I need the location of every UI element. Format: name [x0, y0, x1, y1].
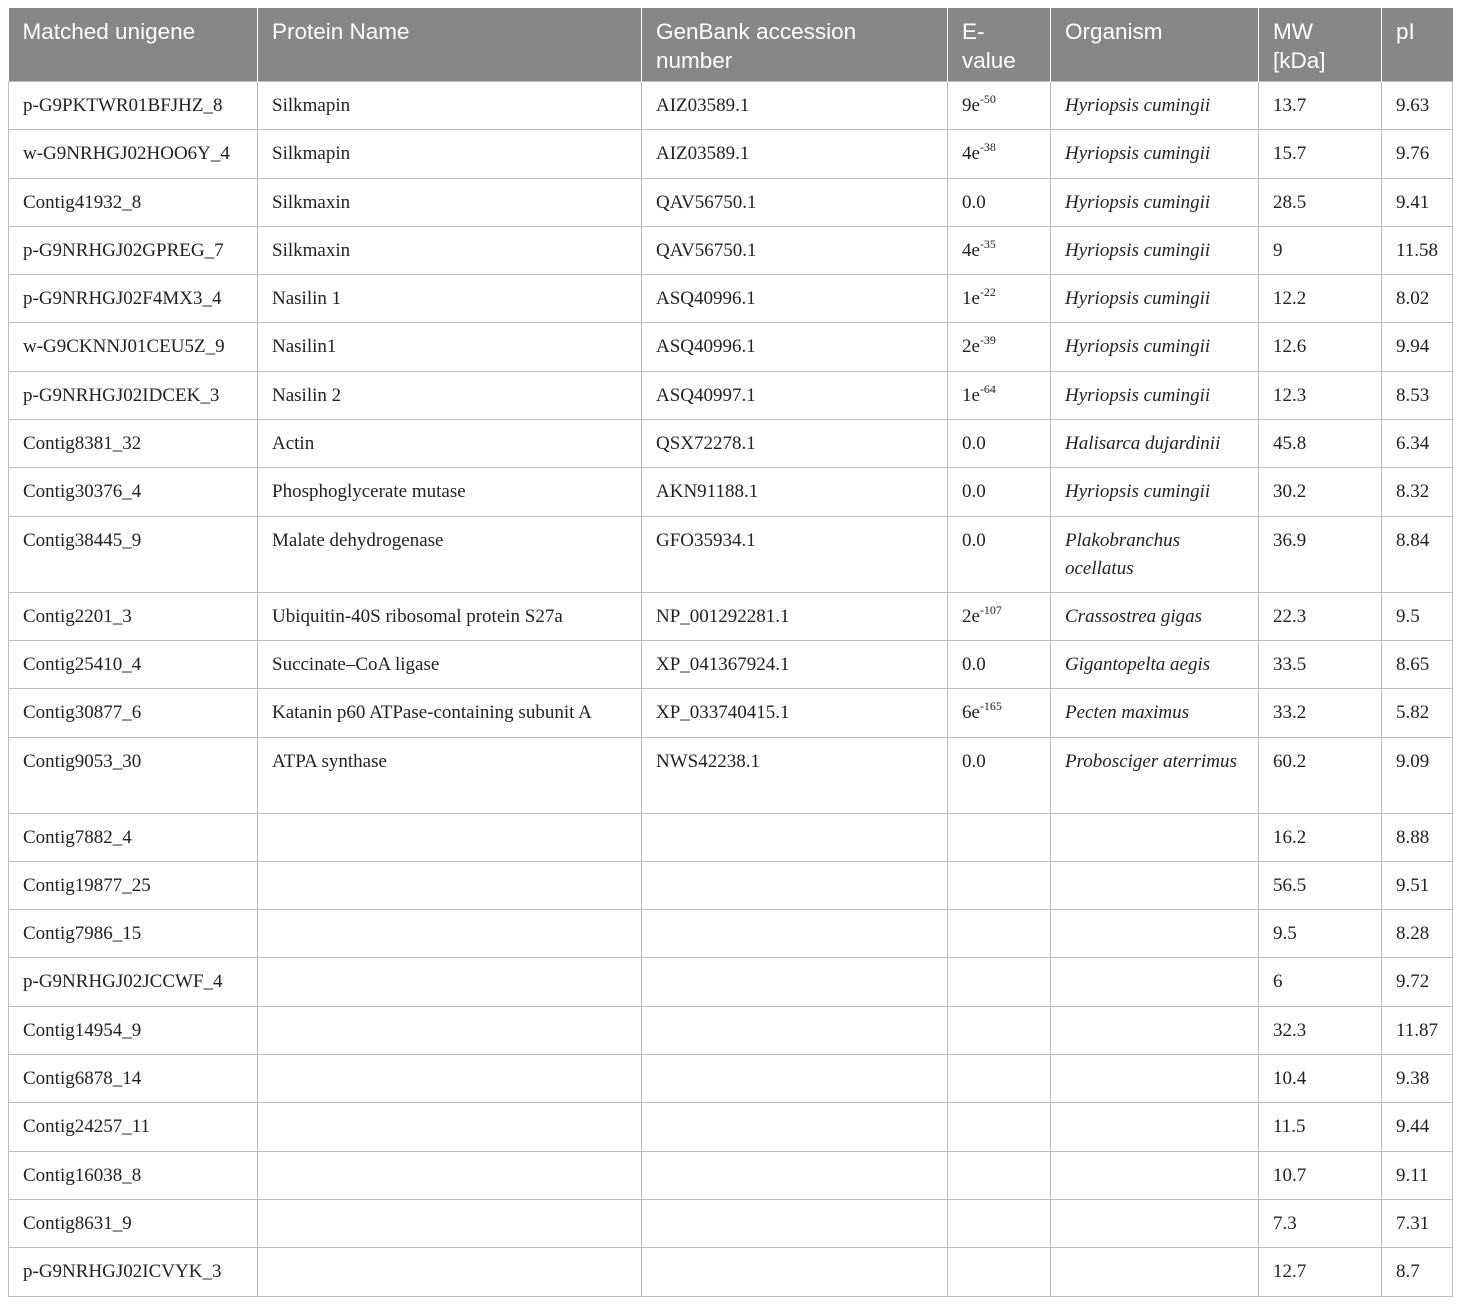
cell-unigene: Contig19877_25 [9, 861, 258, 909]
header-genbank-accession: GenBank accession number [642, 8, 948, 82]
cell-organism: Gigantopelta aegis [1051, 640, 1259, 688]
cell-organism [1051, 1006, 1259, 1054]
cell-accession [642, 1151, 948, 1199]
cell-mw: 22.3 [1259, 592, 1382, 640]
cell-e-value [948, 1103, 1051, 1151]
cell-organism: Hyriopsis cumingii [1051, 130, 1259, 178]
header-row [9, 8, 1453, 82]
cell-pi: 8.84 [1382, 516, 1453, 592]
e-value-exponent: -165 [979, 699, 1002, 714]
table-row [9, 910, 1453, 958]
cell-protein-name: Malate dehydrogenase [258, 516, 642, 592]
e-value-base: 0.0 [962, 750, 986, 772]
cell-accession [642, 958, 948, 1006]
cell-accession [642, 813, 948, 861]
cell-unigene: p-G9NRHGJ02JCCWF_4 [9, 958, 258, 1006]
table-row [9, 468, 1453, 516]
e-value-exponent: -107 [979, 602, 1002, 617]
e-value-base: 0.0 [962, 433, 986, 455]
cell-unigene: p-G9NRHGJ02F4MX3_4 [9, 275, 258, 323]
cell-unigene: Contig38445_9 [9, 516, 258, 592]
cell-protein-name: Silkmapin [258, 82, 642, 130]
cell-pi: 9.5 [1382, 592, 1453, 640]
cell-accession: NP_001292281.1 [642, 592, 948, 640]
cell-accession: ASQ40997.1 [642, 371, 948, 419]
table-row [9, 178, 1453, 226]
cell-protein-name: Silkmaxin [258, 226, 642, 274]
cell-protein-name [258, 1151, 642, 1199]
cell-accession: QAV56750.1 [642, 226, 948, 274]
cell-protein-name: Ubiquitin-40S ribosomal protein S27a [258, 592, 642, 640]
cell-organism: Crassostrea gigas [1051, 592, 1259, 640]
cell-mw: 15.7 [1259, 130, 1382, 178]
cell-unigene: p-G9PKTWR01BFJHZ_8 [9, 82, 258, 130]
e-value-base: 0.0 [962, 653, 986, 675]
e-value-exponent: -38 [979, 140, 996, 155]
cell-pi: 9.38 [1382, 1055, 1453, 1103]
cell-pi: 8.53 [1382, 371, 1453, 419]
cell-unigene: Contig7986_15 [9, 910, 258, 958]
cell-protein-name: ATPA synthase [258, 737, 642, 813]
cell-e-value [948, 1006, 1051, 1054]
cell-protein-name: Nasilin1 [258, 323, 642, 371]
cell-e-value [948, 737, 1051, 813]
cell-unigene: p-G9NRHGJ02IDCEK_3 [9, 371, 258, 419]
cell-e-value [948, 130, 1051, 178]
cell-e-value [948, 640, 1051, 688]
cell-unigene: Contig14954_9 [9, 1006, 258, 1054]
cell-protein-name [258, 910, 642, 958]
e-value-base: 0.0 [962, 191, 986, 213]
cell-pi: 9.72 [1382, 958, 1453, 1006]
cell-unigene: Contig25410_4 [9, 640, 258, 688]
cell-organism: Halisarca dujardinii [1051, 420, 1259, 468]
table-row [9, 1055, 1453, 1103]
cell-organism [1051, 1151, 1259, 1199]
cell-mw: 7.3 [1259, 1199, 1382, 1247]
cell-pi: 9.41 [1382, 178, 1453, 226]
e-value-exponent: -39 [979, 333, 996, 348]
cell-mw: 56.5 [1259, 861, 1382, 909]
table-row [9, 226, 1453, 274]
cell-accession: ASQ40996.1 [642, 323, 948, 371]
e-value-exponent: -22 [979, 285, 996, 300]
cell-e-value [948, 226, 1051, 274]
cell-organism: Plakobranchus ocellatus [1051, 516, 1259, 592]
e-value-base: 2e [962, 336, 980, 358]
cell-accession: QAV56750.1 [642, 178, 948, 226]
cell-e-value [948, 1248, 1051, 1296]
cell-unigene: p-G9NRHGJ02ICVYK_3 [9, 1248, 258, 1296]
cell-pi: 8.32 [1382, 468, 1453, 516]
cell-protein-name: Nasilin 1 [258, 275, 642, 323]
table-row [9, 1103, 1453, 1151]
cell-organism: Hyriopsis cumingii [1051, 178, 1259, 226]
table-row [9, 1199, 1453, 1247]
cell-protein-name [258, 1248, 642, 1296]
cell-mw: 16.2 [1259, 813, 1382, 861]
e-value-exponent: -50 [979, 92, 996, 106]
e-value-base: 1e [962, 384, 980, 406]
table-row [9, 371, 1453, 419]
cell-accession [642, 1248, 948, 1296]
cell-protein-name: Katanin p60 ATPase-containing subunit A [258, 689, 642, 737]
table-row [9, 130, 1453, 178]
cell-e-value [948, 82, 1051, 130]
cell-pi: 9.44 [1382, 1103, 1453, 1151]
cell-protein-name [258, 1103, 642, 1151]
cell-pi: 11.87 [1382, 1006, 1453, 1054]
cell-accession [642, 1199, 948, 1247]
e-value-base: 9e [962, 95, 980, 116]
cell-pi: 7.31 [1382, 1199, 1453, 1247]
cell-e-value [948, 275, 1051, 323]
cell-mw: 11.5 [1259, 1103, 1382, 1151]
cell-mw: 30.2 [1259, 468, 1382, 516]
cell-e-value [948, 468, 1051, 516]
cell-unigene: Contig41932_8 [9, 178, 258, 226]
cell-unigene: Contig24257_11 [9, 1103, 258, 1151]
cell-organism [1051, 861, 1259, 909]
cell-pi: 8.88 [1382, 813, 1453, 861]
table-row [9, 323, 1453, 371]
cell-protein-name [258, 958, 642, 1006]
table-row [9, 516, 1453, 592]
cell-organism: Hyriopsis cumingii [1051, 371, 1259, 419]
cell-protein-name: Silkmapin [258, 130, 642, 178]
cell-organism [1051, 1103, 1259, 1151]
table-row [9, 813, 1453, 861]
cell-mw: 9.5 [1259, 910, 1382, 958]
cell-e-value [948, 323, 1051, 371]
cell-organism: Hyriopsis cumingii [1051, 226, 1259, 274]
cell-e-value [948, 592, 1051, 640]
cell-pi: 9.51 [1382, 861, 1453, 909]
cell-unigene: Contig7882_4 [9, 813, 258, 861]
e-value-base: 2e [962, 605, 980, 627]
cell-mw: 33.5 [1259, 640, 1382, 688]
cell-e-value [948, 371, 1051, 419]
cell-mw: 12.2 [1259, 275, 1382, 323]
cell-protein-name [258, 813, 642, 861]
cell-accession: AIZ03589.1 [642, 82, 948, 130]
cell-pi: 8.28 [1382, 910, 1453, 958]
cell-unigene: p-G9NRHGJ02GPREG_7 [9, 226, 258, 274]
cell-protein-name: Nasilin 2 [258, 371, 642, 419]
cell-e-value [948, 910, 1051, 958]
cell-organism [1051, 1055, 1259, 1103]
cell-pi: 8.02 [1382, 275, 1453, 323]
cell-e-value [948, 178, 1051, 226]
header-mw: MW [kDa] [1259, 8, 1382, 82]
protein-table-container [8, 8, 1452, 1297]
cell-pi: 9.11 [1382, 1151, 1453, 1199]
cell-accession: AIZ03589.1 [642, 130, 948, 178]
e-value-exponent: -35 [979, 236, 996, 251]
cell-accession: NWS42238.1 [642, 737, 948, 813]
cell-accession [642, 1055, 948, 1103]
cell-e-value [948, 1151, 1051, 1199]
e-value-base: 4e [962, 239, 980, 261]
table-row [9, 420, 1453, 468]
cell-mw: 10.7 [1259, 1151, 1382, 1199]
e-value-base: 6e [962, 702, 980, 724]
cell-unigene: Contig30376_4 [9, 468, 258, 516]
header-pi: pI [1382, 8, 1453, 82]
cell-accession: XP_033740415.1 [642, 689, 948, 737]
table-row [9, 958, 1453, 1006]
cell-pi: 11.58 [1382, 226, 1453, 274]
cell-mw: 60.2 [1259, 737, 1382, 813]
cell-pi: 5.82 [1382, 689, 1453, 737]
table-body [9, 82, 1453, 1297]
cell-mw: 36.9 [1259, 516, 1382, 592]
cell-e-value [948, 1055, 1051, 1103]
table-row [9, 1248, 1453, 1296]
cell-unigene: Contig6878_14 [9, 1055, 258, 1103]
cell-e-value [948, 1199, 1051, 1247]
cell-accession: XP_041367924.1 [642, 640, 948, 688]
cell-protein-name [258, 1006, 642, 1054]
e-value-base: 0.0 [962, 481, 986, 503]
header-e-value: E-value [948, 8, 1051, 82]
cell-organism [1051, 910, 1259, 958]
cell-mw: 9 [1259, 226, 1382, 274]
cell-organism [1051, 958, 1259, 1006]
cell-mw: 12.3 [1259, 371, 1382, 419]
table-row [9, 275, 1453, 323]
table-row [9, 592, 1453, 640]
cell-mw: 12.6 [1259, 323, 1382, 371]
cell-pi: 6.34 [1382, 420, 1453, 468]
cell-pi: 8.7 [1382, 1248, 1453, 1296]
table-row [9, 82, 1453, 130]
cell-protein-name: Succinate–CoA ligase [258, 640, 642, 688]
cell-protein-name: Actin [258, 420, 642, 468]
cell-unigene: Contig9053_30 [9, 737, 258, 813]
cell-organism [1051, 1248, 1259, 1296]
table-row [9, 861, 1453, 909]
cell-accession [642, 1103, 948, 1151]
cell-mw: 10.4 [1259, 1055, 1382, 1103]
cell-organism: Hyriopsis cumingii [1051, 275, 1259, 323]
cell-protein-name: Phosphoglycerate mutase [258, 468, 642, 516]
cell-organism: Hyriopsis cumingii [1051, 468, 1259, 516]
cell-accession: QSX72278.1 [642, 420, 948, 468]
cell-pi: 9.94 [1382, 323, 1453, 371]
cell-accession: ASQ40996.1 [642, 275, 948, 323]
cell-protein-name [258, 1199, 642, 1247]
table-row [9, 1151, 1453, 1199]
protein-table [8, 8, 1453, 1297]
table-row [9, 640, 1453, 688]
e-value-base: 1e [962, 288, 980, 310]
cell-mw: 13.7 [1259, 82, 1382, 130]
cell-organism: Hyriopsis cumingii [1051, 323, 1259, 371]
cell-accession: AKN91188.1 [642, 468, 948, 516]
table-row [9, 689, 1453, 737]
cell-unigene: Contig16038_8 [9, 1151, 258, 1199]
cell-unigene: w-G9NRHGJ02HOO6Y_4 [9, 130, 258, 178]
cell-unigene: Contig8381_32 [9, 420, 258, 468]
cell-mw: 45.8 [1259, 420, 1382, 468]
cell-protein-name [258, 861, 642, 909]
cell-protein-name [258, 1055, 642, 1103]
cell-accession: GFO35934.1 [642, 516, 948, 592]
cell-unigene: Contig30877_6 [9, 689, 258, 737]
cell-pi: 9.63 [1382, 82, 1453, 130]
cell-unigene: Contig8631_9 [9, 1199, 258, 1247]
cell-pi: 9.76 [1382, 130, 1453, 178]
cell-protein-name: Silkmaxin [258, 178, 642, 226]
cell-e-value [948, 813, 1051, 861]
cell-organism [1051, 813, 1259, 861]
cell-pi: 8.65 [1382, 640, 1453, 688]
e-value-base: 4e [962, 143, 980, 165]
cell-accession [642, 1006, 948, 1054]
cell-mw: 12.7 [1259, 1248, 1382, 1296]
cell-mw: 28.5 [1259, 178, 1382, 226]
cell-organism: Pecten maximus [1051, 689, 1259, 737]
cell-e-value [948, 516, 1051, 592]
e-value-base: 0.0 [962, 529, 986, 551]
e-value-exponent: -64 [979, 381, 996, 396]
cell-mw: 33.2 [1259, 689, 1382, 737]
table-row [9, 737, 1453, 813]
cell-accession [642, 910, 948, 958]
cell-unigene: Contig2201_3 [9, 592, 258, 640]
cell-organism [1051, 1199, 1259, 1247]
cell-e-value [948, 958, 1051, 1006]
header-matched-unigene: Matched unigene [9, 8, 258, 82]
table-header [9, 8, 1453, 82]
cell-e-value [948, 420, 1051, 468]
cell-e-value [948, 861, 1051, 909]
table-row [9, 1006, 1453, 1054]
cell-unigene: w-G9CKNNJ01CEU5Z_9 [9, 323, 258, 371]
cell-mw: 32.3 [1259, 1006, 1382, 1054]
header-organism: Organism [1051, 8, 1259, 82]
cell-accession [642, 861, 948, 909]
cell-organism: Probosciger aterrimus [1051, 737, 1259, 813]
cell-organism: Hyriopsis cumingii [1051, 82, 1259, 130]
cell-pi: 9.09 [1382, 737, 1453, 813]
cell-mw: 6 [1259, 958, 1382, 1006]
cell-e-value [948, 689, 1051, 737]
header-protein-name: Protein Name [258, 8, 642, 82]
